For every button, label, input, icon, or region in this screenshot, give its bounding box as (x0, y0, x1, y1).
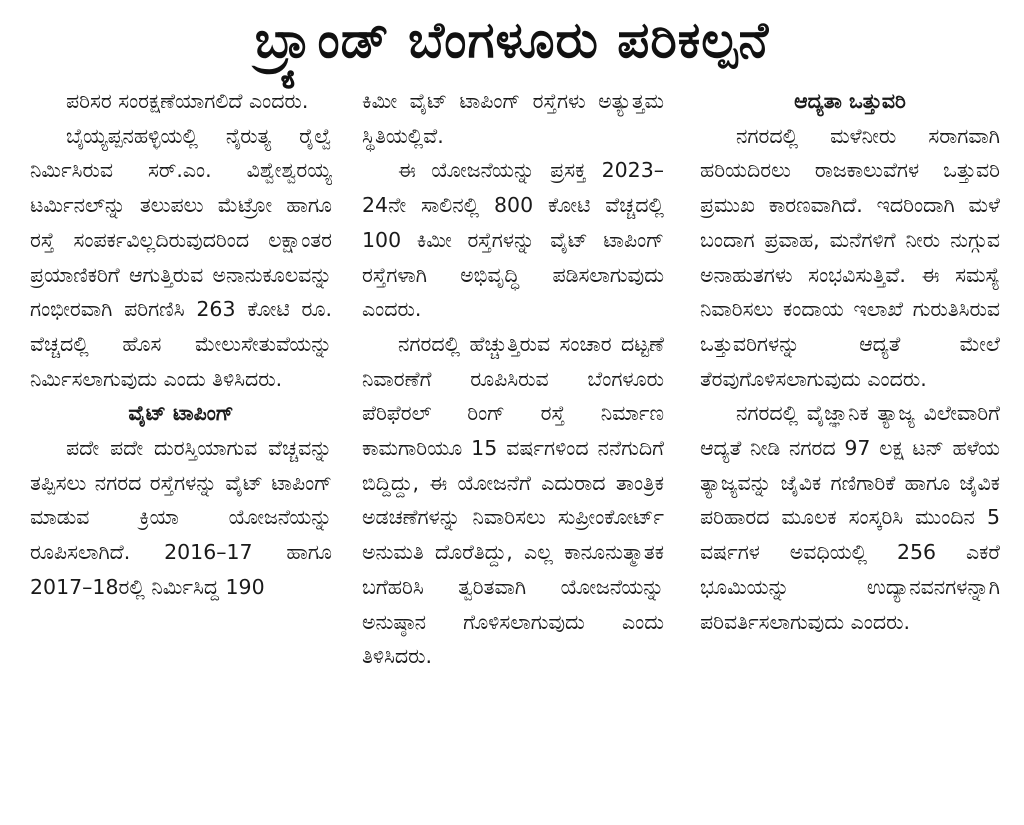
paragraph: ಈ ಯೋಜನೆಯನ್ನು ಪ್ರಸಕ್ತ 2023–24ನೇ ಸಾಲಿನಲ್ಲಿ 800 ಕೋಟಿ ವೆಚ್ಚದಲ್ಲಿ 100 ಕಿಮೀ ರಸ್ತೆಗಳನ್ನು ವೈಟ್ ಟಾಪಿಂಗ್ ರಸ್ತೆಗಳಾಗಿ ಅಭಿವೃದ್ಧಿ ಪಡಿಸಲಾಗುವುದು ಎಂದರು. (362, 158, 664, 322)
paragraph: ಬೈಯ್ಯಪ್ಪನಹಳ್ಳಿಯಲ್ಲಿ ನೈರುತ್ಯ ರೈಲ್ವೆ ನಿರ್ಮಿಸಿರುವ ಸರ್.ಎಂ. ವಿಶ್ವೇಶ್ವರಯ್ಯ ಟರ್ಮಿನಲ್‌ನ್ನು ತಲುಪಲು ಮೆಟ್ರೋ ಹಾಗೂ ರಸ್ತೆ ಸಂಪರ್ಕವಿಲ್ಲದಿರುವುದರಿಂದ ಲಕ್ಷಾಂತರ ಪ್ರಯಾಣಿಕರಿಗೆ ಆಗುತ್ತಿರುವ ಅನಾನುಕೂಲವನ್ನು ಗಂಭೀರವಾಗಿ ಪರಿಗಣಿಸಿ 263 ಕೋಟಿ ರೂ. ವೆಚ್ಚದಲ್ಲಿ ಹೊಸ ಮೇಲುಸೇತುವೆಯನ್ನು ನಿರ್ಮಿಸಲಾಗುವುದು ಎಂದು ತಿಳಿಸಿದರು. (30, 123, 332, 391)
column-3 (700, 84, 1000, 825)
column-1 (30, 84, 332, 825)
subheading-white-topping: ವೈಟ್ ಟಾಪಿಂಗ್ (128, 401, 234, 426)
paragraph: ನಗರದಲ್ಲಿ ಹೆಚ್ಚುತ್ತಿರುವ ಸಂಚಾರ ದಟ್ಟಣೆ ನಿವಾರಣೆಗೆ ರೂಪಿಸಿರುವ ಬೆಂಗಳೂರು ಪೆರಿಫೆರಲ್ ರಿಂಗ್ ರಸ್ತೆ ನಿರ್ಮಾಣ ಕಾಮಗಾರಿಯೂ 15 ವರ್ಷಗಳಿಂದ ನನೆಗುದಿಗೆ ಬಿದ್ದಿದ್ದು, ಈ ಯೋಜನೆಗೆ ಎದುರಾದ ತಾಂತ್ರಿಕ ಅಡಚಣೆಗಳನ್ನು ನಿವಾರಿಸಲು ಸುಪ್ರೀಂಕೋರ್ಟ್ ಅನುಮತಿ ದೊರೆತಿದ್ದು, ಎಲ್ಲ ಕಾನೂನುತ್ಮಾತಕ ಬಗೆಹರಿಸಿ ತ್ವರಿತವಾಗಿ ಯೋಜನೆಯನ್ನು ಅನುಷ್ಠಾನ ಗೊಳಿಸಲಾಗುವುದು ಎಂದು ತಿಳಿಸಿದರು. (362, 331, 664, 669)
paragraph: ನಗರದಲ್ಲಿ ಮಳೆನೀರು ಸರಾಗವಾಗಿ ಹರಿಯದಿರಲು ರಾಜಕಾಲುವೆಗಳ ಒತ್ತುವರಿ ಪ್ರಮುಖ ಕಾರಣವಾಗಿದೆ. ಇದರಿಂದಾಗಿ ಮಳೆ ಬಂದಾಗ ಪ್ರವಾಹ, ಮನೆಗಳಿಗೆ ನೀರು ನುಗ್ಗುವ ಅನಾಹುತಗಳು ಸಂಭವಿಸುತ್ತಿವೆ. ಈ ಸಮಸ್ಯೆ ನಿವಾರಿಸಲು ಕಂದಾಯ ಇಲಾಖೆ ಗುರುತಿಸಿರುವ ಒತ್ತುವರಿಗಳನ್ನು ಆದ್ಯತೆ ಮೇಲೆ ತೆರವುಗೊಳಿಸಲಾಗುವುದು ಎಂದರು. (700, 123, 1000, 391)
subheading-encroachment-priority: ಆದ್ಯತಾ ಒತ್ತುವರಿ (794, 89, 906, 113)
paragraph: ನಗರದಲ್ಲಿ ವೈಜ್ಞಾನಿಕ ತ್ಯಾಜ್ಯ ವಿಲೇವಾರಿಗೆ ಆದ್ಯತೆ ನೀಡಿ ನಗರದ 97 ಲಕ್ಷ ಟನ್ ಹಳೆಯ ತ್ಯಾಜ್ಯವನ್ನು ಜೈವಿಕ ಗಣಿಗಾರಿಕೆ ಹಾಗೂ ಜೈವಿಕ ಪರಿಹಾರದ ಮೂಲಕ ಸಂಸ್ಕರಿಸಿ ಮುಂದಿನ 5 ವರ್ಷಗಳ ಅವಧಿಯಲ್ಲಿ 256 ಎಕರೆ ಭೂಮಿಯನ್ನು ಉದ್ಯಾನವನಗಳನ್ನಾಗಿ ಪರಿವರ್ತಿಸಲಾಗುವುದು ಎಂದರು. (700, 401, 1000, 634)
column-2 (362, 84, 664, 825)
paragraph: ಪರಿಸರ ಸಂರಕ್ಷಣೆಯಾಗಲಿದೆ ಎಂದರು. (66, 89, 309, 113)
paragraph: ಪದೇ ಪದೇ ದುರಸ್ತಿಯಾಗುವ ವೆಚ್ಚವನ್ನು ತಪ್ಪಿಸಲು ನಗರದ ರಸ್ತೆಗಳನ್ನು ವೈಟ್ ಟಾಪಿಂಗ್ ಮಾಡುವ ಕ್ರಿಯಾ ಯೋಜನೆಯನ್ನು ರೂಪಿಸಲಾಗಿದೆ. 2016–17 ಹಾಗೂ 2017–18ರಲ್ಲಿ ನಿರ್ಮಿಸಿದ್ದ 190 (30, 436, 332, 599)
headline: ಬ್ರ್ಯಾಂಡ್ ಬೆಂಗಳೂರು ಪರಿಕಲ್ಪನೆ (254, 11, 770, 69)
paragraph: ಕಿಮೀ ವೈಟ್ ಟಾಪಿಂಗ್ ರಸ್ತೆಗಳು ಅತ್ಯುತ್ತಮ ಸ್ಥಿತಿಯಲ್ಲಿವೆ. (362, 89, 664, 148)
